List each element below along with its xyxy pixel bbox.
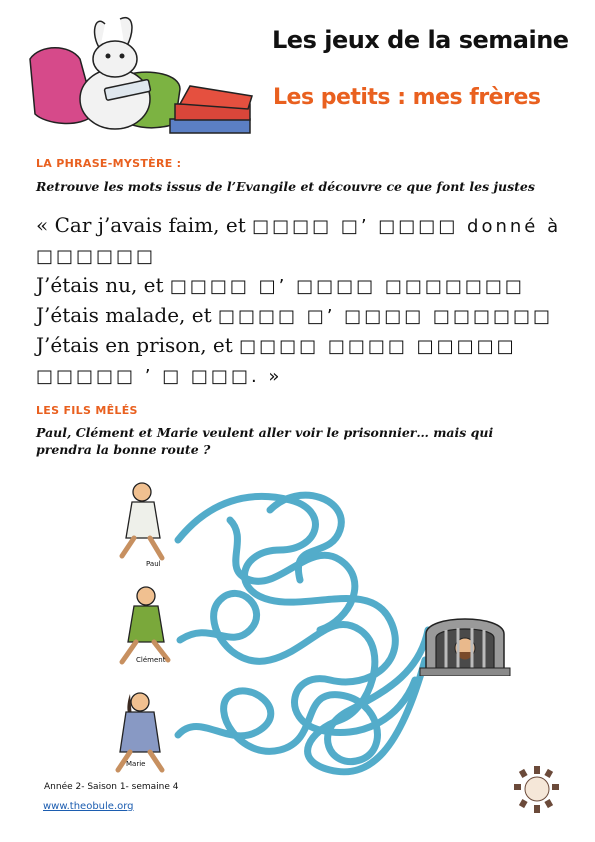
phrase-mystere-instruction: Retrouve les mots issus de l’Evangile et découvre ce que font les justes [36, 179, 535, 194]
footer-website-link[interactable]: www.theobule.org [43, 801, 134, 812]
verse-line: □□□□□ ’ □ □□□. » [36, 366, 283, 387]
verse-line: J’étais en prison, et □□□□ □□□□ □□□□□ [36, 333, 517, 357]
footer-info: Année 2- Saison 1- semaine 4 [44, 782, 179, 792]
verse-line: J’étais nu, et □□□□ □’ □□□□ □□□□□□□ [36, 273, 525, 297]
phrase-mystere-label: LA PHRASE-MYSTÈRE : [36, 157, 182, 170]
page-title: Les jeux de la semaine [272, 26, 569, 54]
verse-block [36, 211, 576, 391]
name-clement: Clément [136, 656, 166, 664]
rabbit-reading-illustration [20, 14, 260, 144]
tangled-lines-maze [170, 480, 430, 780]
page-subtitle: Les petits : mes frères [273, 85, 541, 110]
fils-meles-label: LES FILS MÊLÉS [36, 404, 138, 417]
name-paul: Paul [146, 560, 161, 568]
verse-line: □□□□□□ [36, 246, 157, 267]
name-marie: Marie [126, 760, 146, 768]
verse-line: J’étais malade, et □□□□ □’ □□□□ □□□□□□ [36, 303, 553, 327]
verse-line: « Car j’avais faim, et □□□□ □’ □□□□ donné à [36, 213, 562, 237]
prisoner-illustration [416, 604, 514, 676]
theobule-logo [512, 764, 562, 814]
fils-meles-instruction: Paul, Clément et Marie veulent aller voir le prisonnier… mais qui prendra la bonne route ? [36, 425, 494, 457]
